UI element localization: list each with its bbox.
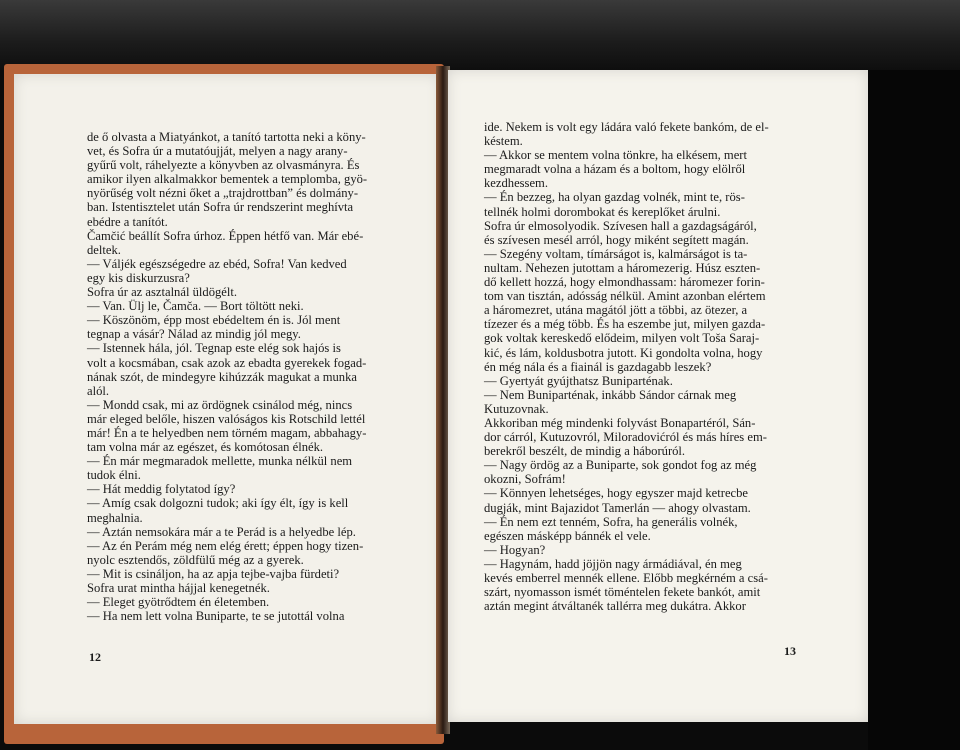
text-line: ide. Nekem is volt egy ládára való fekete bankóm, de el- — [484, 120, 769, 134]
text-line: aztán megint átváltanék tallérra meg dukátra. Akkor — [484, 599, 746, 614]
text-line: — Eleget gyötrődtem én életemben. — [87, 595, 270, 610]
text-line: vet, és Sofra úr a mutatóujját, melyen a nagy arany- — [87, 144, 348, 159]
text-line: de ő olvasta a Miatyánkot, a tanító tartotta neki a köny- — [87, 130, 366, 144]
text-line: — Én nem ezt tenném, Sofra, ha generális volnék, — [484, 514, 738, 529]
text-line: — Akkor se mentem volna tönkre, ha elkésem, mert — [484, 148, 747, 163]
text-line: már! Én a te helyedben nem törném magam, abbahagy- — [87, 425, 367, 440]
text-line: gyűrű volt, ráhelyezte a könyvben az olvasmányra. És — [87, 158, 360, 173]
text-line: kić, és lám, koldusbotra jutott. Ki gondolta volna, hogy — [484, 345, 763, 360]
text-line: Sofra úr az asztalnál üldögélt. — [87, 285, 238, 300]
text-line: — Amíg csak dolgozni tudok; aki így élt, így is kell — [87, 496, 349, 511]
text-line: amikor ilyen alkalmakkor bementek a templomba, gyö- — [87, 172, 368, 187]
text-line: és szívesen mesél arról, hogy miként segített magán. — [484, 232, 749, 247]
text-line: — Aztán nemsokára már a te Perád is a helyedbe lép. — [87, 524, 356, 539]
text-line: nyörűség volt nézni őket a „trajdrottban” és dolmány- — [87, 186, 359, 201]
text-line: — Nagy ördög az a Buniparte, sok gondot fog az még — [484, 458, 757, 473]
text-line: tudok élni. — [87, 468, 141, 483]
text-line: — Van. Ülj le, Čamča. — Bort töltött neki. — [87, 299, 304, 314]
text-line: — Mondd csak, mi az ördögnek csinálod még, nincs — [87, 397, 353, 412]
text-line: szárt, nyomasson ismét töméntelen fekete bankót, amit — [484, 585, 761, 600]
text-line: megmaradt volna a házam és a boltom, hogy elölről — [484, 162, 746, 177]
left-page — [14, 74, 440, 724]
text-line: — Az én Perám még nem elég érett; éppen hogy tizen- — [87, 538, 364, 553]
text-line: Sofra urat mintha hájjal kenegetnék. — [87, 581, 270, 595]
text-line: kezdhessem. — [484, 176, 548, 191]
text-line: tellnék holmi dorombokat és kereplőket árulni. — [484, 204, 721, 219]
text-line: — Váljék egészségedre az ebéd, Sofra! Van kedved — [87, 256, 347, 271]
text-line: nának szót, de mindegyre kihúzzák magukat a munka — [87, 369, 357, 384]
text-line: volt a kocsmában, csak azok az ebadta gyerekek fogad- — [87, 355, 367, 370]
text-line: dő kellett hozzá, hogy elmondhassam: háromezer forin- — [484, 275, 765, 290]
text-line: egy kis diskurzusra? — [87, 270, 190, 285]
text-line: — Szegény voltam, tímárságot is, kalmárságot is ta- — [484, 246, 748, 261]
text-line: én még nála és a fiainál is gazdagabb leszek? — [484, 359, 712, 374]
text-line: nyolc esztendős, zöldfülű még az a gyerek. — [87, 552, 304, 567]
text-line: tom van tisztán, adósság nélkül. Amint azonban elértem — [484, 289, 766, 304]
scanner-edge — [868, 70, 960, 750]
text-line: kevés emberrel mennék ellene. Előbb megkérném a csá- — [484, 571, 768, 585]
scanner-background — [0, 0, 960, 70]
right-page — [448, 70, 868, 722]
text-line: Sofra úr elmosolyodik. Szívesen hall a gazdagságáról, — [484, 218, 757, 233]
text-line: nultam. Nehezen jutottam a háromezerig. Húsz eszten- — [484, 260, 761, 275]
text-line: gok voltak kereskedő elődeim, milyen volt Toša Saraj- — [484, 331, 760, 346]
text-line: már eleged belőle, hiszen valóságos kis Rotschild lettél — [87, 411, 366, 426]
text-line: tegnap a vásár? Nálad az mindig jól megy. — [87, 327, 301, 342]
text-line: — Köszönöm, épp most ebédeltem én is. Jól ment — [87, 313, 341, 328]
text-line: berekről beszélt, de mindig a háborúról. — [484, 444, 686, 459]
text-line: meghalnia. — [87, 510, 143, 525]
text-line: okozni, Sofrám! — [484, 472, 566, 487]
text-line: tam volna már az egészet, és komótosan élnék. — [87, 440, 324, 455]
text-line: dugják, mint Bajazidot Tamerlán — ahogy olvastam. — [484, 500, 751, 515]
text-line: egészen másképp bánnék el vele. — [484, 528, 651, 543]
right-page-text — [484, 120, 814, 613]
left-page-number: 12 — [89, 650, 101, 664]
text-line: Čamčić beállít Sofra úrhoz. Éppen hétfő van. Már ebé- — [87, 228, 364, 243]
text-line: — Én már megmaradok mellette, munka nélkül nem — [87, 454, 353, 469]
right-page-number: 13 — [784, 644, 796, 658]
text-line: Kutuzovnak. — [484, 401, 549, 416]
text-line: — Mit is csináljon, ha az apja tejbe-vajba fürdeti? — [87, 566, 340, 581]
text-line: tízezer és a még több. És ha eszembe jut, milyen gazda- — [484, 317, 766, 332]
text-line: ebédre a tanítót. — [87, 214, 168, 229]
left-page-text — [87, 130, 407, 623]
text-line: — Hogyan? — [484, 542, 546, 557]
text-line: — Gyertyát gyújthatsz Buniparténak. — [484, 373, 673, 388]
text-line: — Könnyen lehetséges, hogy egyszer majd ketrecbe — [484, 486, 749, 501]
text-line: — Hagynám, hadd jöjjön nagy ármádiával, én meg — [484, 556, 742, 571]
text-line: dor cárról, Kutuzovról, Miloradovićról és más híres em- — [484, 430, 767, 445]
text-line: alól. — [87, 383, 110, 398]
text-line: — Nem Buniparténak, inkább Sándor cárnak meg — [484, 387, 737, 402]
text-line: a háromezret, utána magától jött a többi, az ötezer, a — [484, 303, 748, 318]
text-line: ban. Istentisztelet után Sofra úr rendszerint meghívta — [87, 200, 354, 215]
text-line: Akkoriban még mindenki folyvást Bonapartéról, Sán- — [484, 415, 756, 430]
text-line: késtem. — [484, 134, 523, 149]
text-line: — Hát meddig folytatod így? — [87, 482, 236, 497]
text-line: — Én bezzeg, ha olyan gazdag volnék, mint te, rös- — [484, 190, 745, 205]
text-line: — Istennek hála, jól. Tegnap este elég sok hajós is — [87, 341, 341, 356]
text-line: deltek. — [87, 242, 121, 257]
text-line: — Ha nem lett volna Buniparte, te se jutottál volna — [87, 609, 345, 624]
